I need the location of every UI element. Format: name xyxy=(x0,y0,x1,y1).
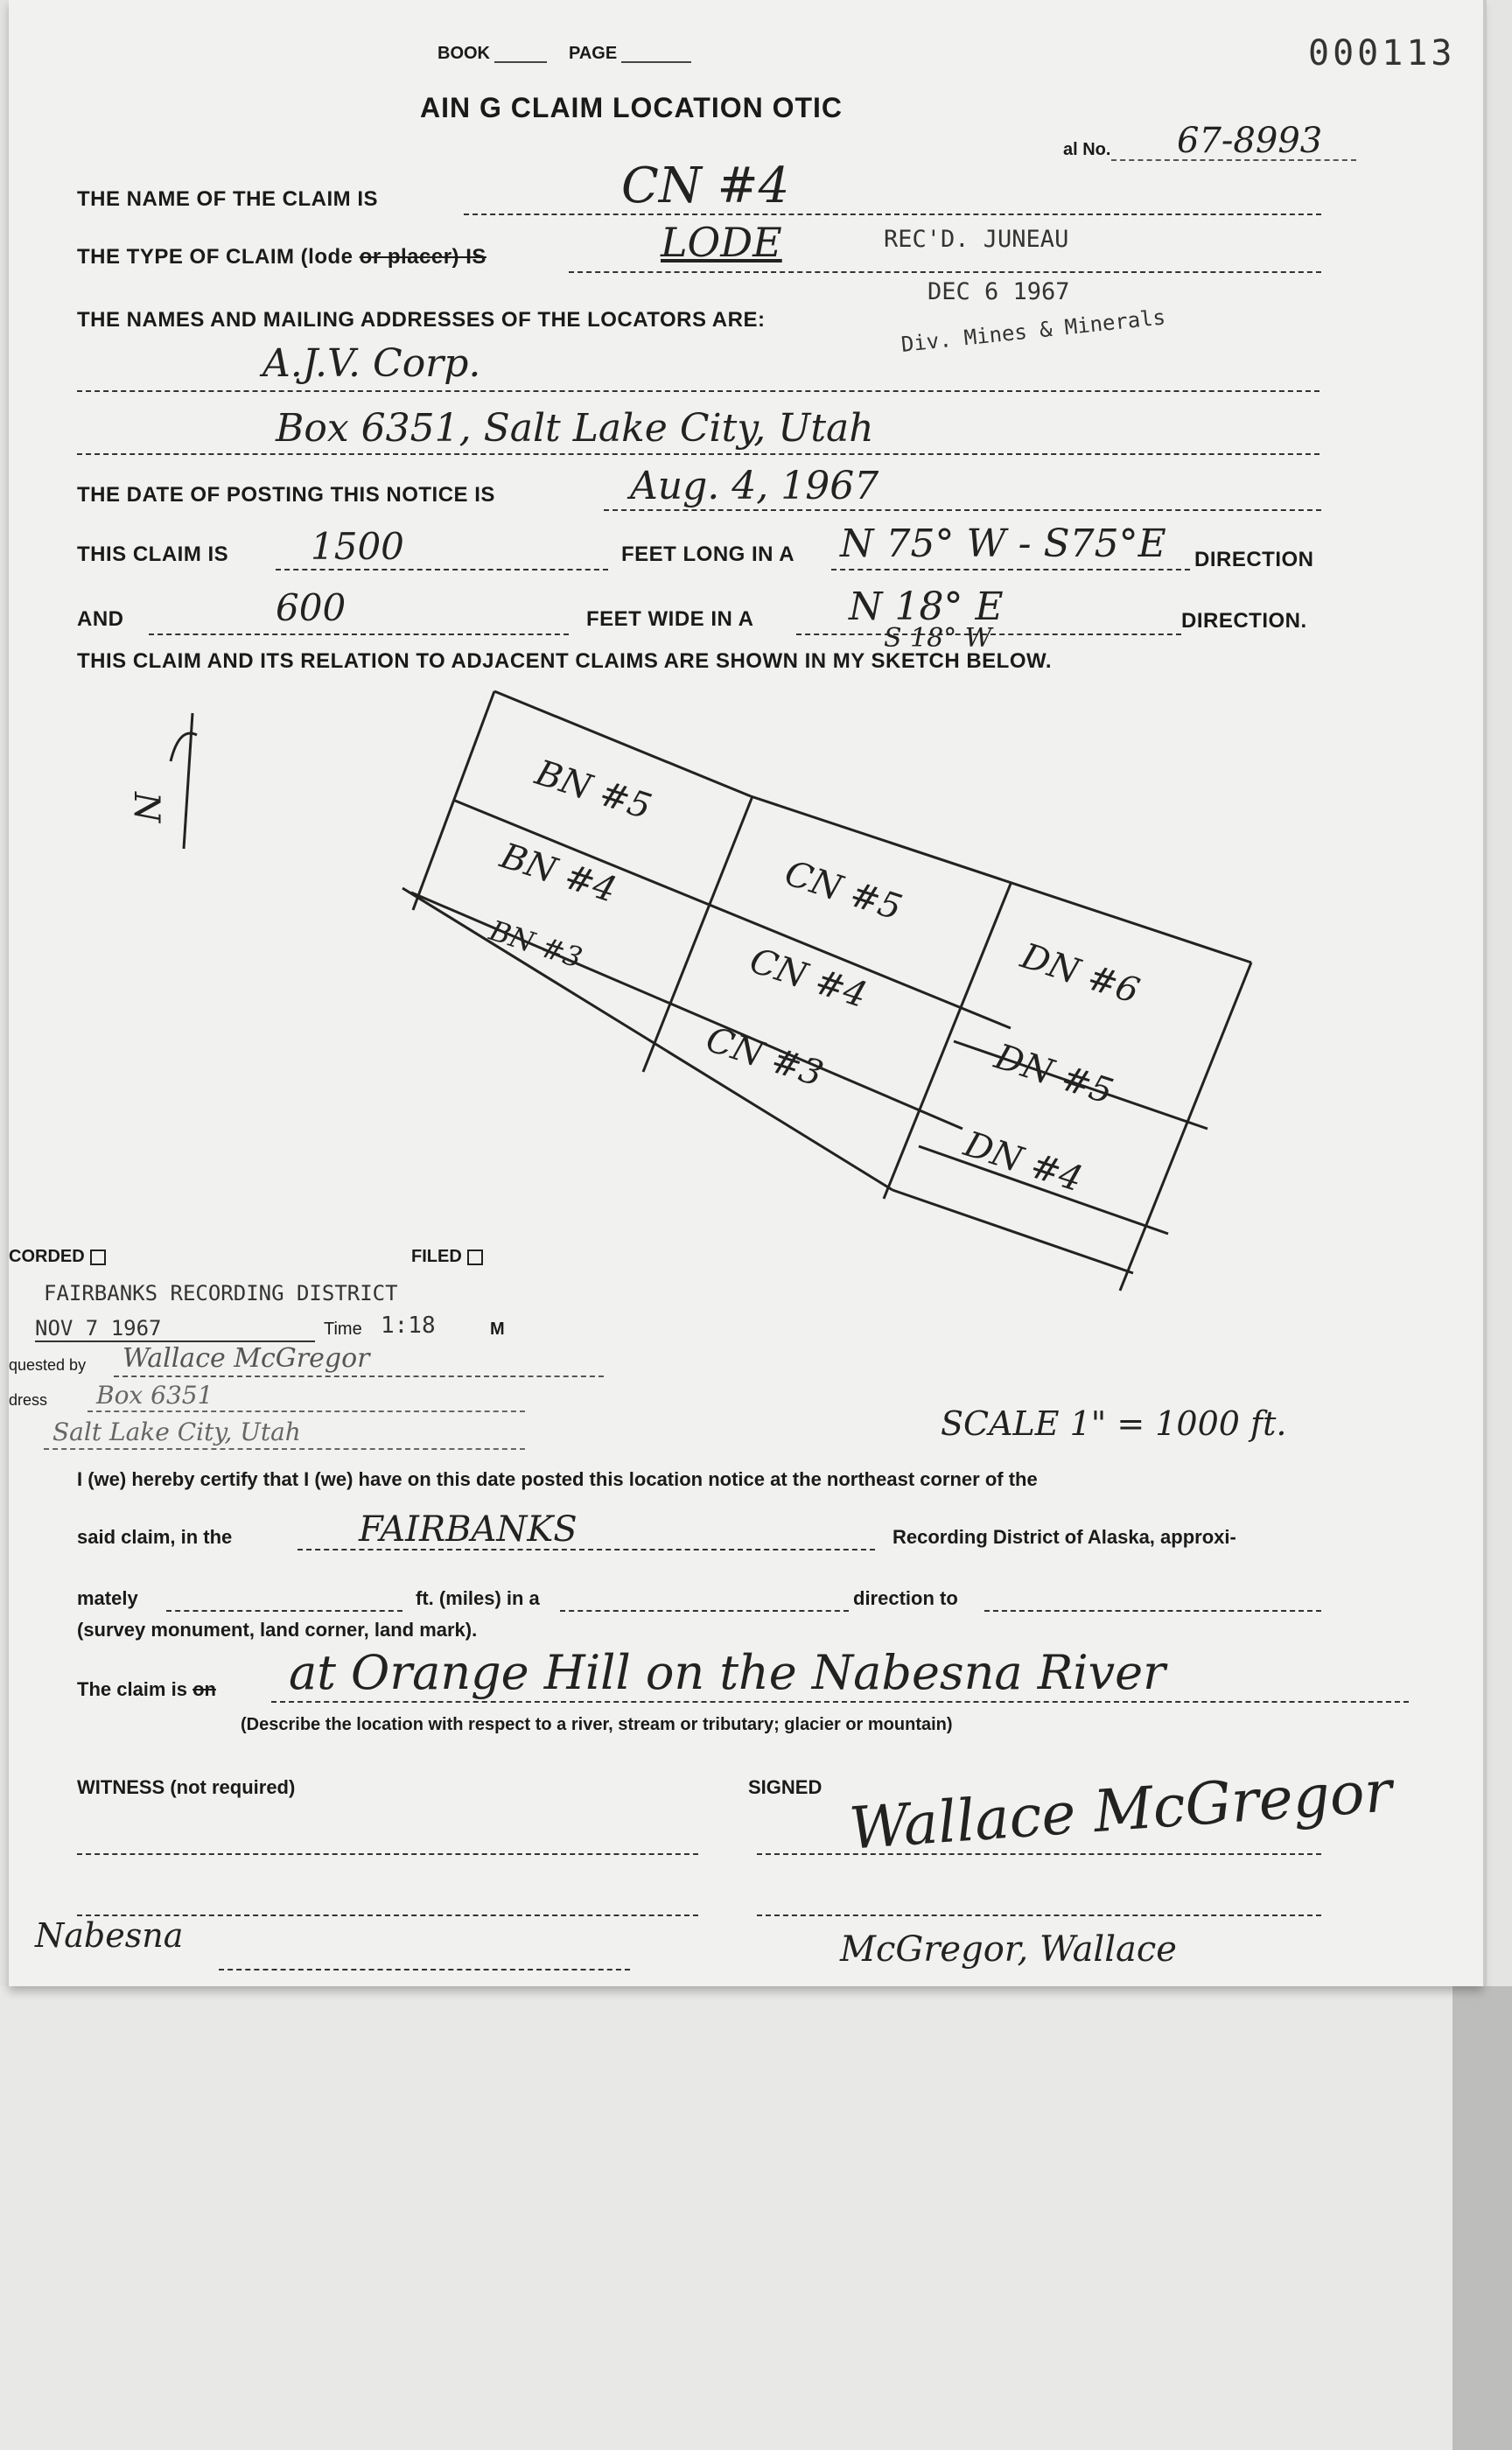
serial-number: 67-8993 xyxy=(1177,121,1323,161)
received-stamp-line3: Div. Mines & Minerals xyxy=(900,304,1167,357)
describe-note: (Describe the location with respect to a river, stream or tributary; glacier or mountain) xyxy=(241,1715,953,1734)
claim-dn5: DN #5 xyxy=(990,1036,1118,1113)
sketch-line-bottom xyxy=(892,1190,1133,1273)
claim-type-label: THE TYPE OF CLAIM (lode xyxy=(77,245,360,269)
serial-label: al No. xyxy=(1063,140,1111,159)
claim-bn3: BN #3 xyxy=(485,914,587,975)
address-line-1 xyxy=(88,1410,525,1412)
background-paper xyxy=(0,1986,1452,2450)
direction-to-line xyxy=(984,1610,1321,1612)
sketch-line-row2 xyxy=(455,801,1011,1028)
recording-district-label: Recording District of Alaska, approxi- xyxy=(892,1526,1236,1548)
sketch-scale: SCALE 1" = 1000 ft. xyxy=(941,1404,1287,1443)
claim-name-value: CN #4 xyxy=(621,158,790,214)
sketch-line-right xyxy=(1120,962,1251,1291)
requested-line xyxy=(114,1376,604,1377)
notice-title: AIN G CLAIM LOCATION OTIC xyxy=(420,92,844,123)
long-direction-value: N 75° W - S75°E xyxy=(840,522,1166,566)
claim-is-struck: on xyxy=(192,1678,216,1700)
said-claim-label: said claim, in the xyxy=(77,1526,233,1548)
witness-line-1 xyxy=(77,1853,698,1855)
page-label: PAGE xyxy=(569,44,618,63)
address-value-2: Salt Lake City, Utah xyxy=(52,1418,301,1446)
printed-name: McGregor, Wallace xyxy=(840,1929,1177,1970)
locator-name: A.J.V. Corp. xyxy=(262,341,481,386)
requested-label: quested by xyxy=(9,1356,87,1374)
direction-label-2: DIRECTION. xyxy=(1181,609,1307,633)
district-value: FAIRBANKS xyxy=(359,1509,578,1550)
claim-is-label: THIS CLAIM IS xyxy=(77,542,229,566)
witness-label: WITNESS (not required) xyxy=(77,1776,296,1798)
back-sheet-edge xyxy=(1452,1986,1512,2450)
width-value: 600 xyxy=(276,586,346,629)
received-stamp-date: DEC 6 1967 xyxy=(928,278,1070,305)
address-value-1: Box 6351 xyxy=(96,1381,214,1410)
signed-label: SIGNED xyxy=(748,1776,822,1798)
sketch-line-bnc-border xyxy=(402,888,892,1190)
claim-cn4: CN #4 xyxy=(745,940,872,1017)
filed-checkbox xyxy=(467,1250,483,1265)
and-label: AND xyxy=(77,607,124,631)
wide-direction-value: N 18° E xyxy=(849,584,1004,629)
recording-date-line xyxy=(35,1340,315,1342)
claim-name-label: THE NAME OF THE CLAIM IS xyxy=(77,187,378,211)
sketch-label: THIS CLAIM AND ITS RELATION TO ADJACENT CLAIMS ARE SHOWN IN MY SKETCH BELOW. xyxy=(77,649,1053,673)
recorded-checkbox xyxy=(90,1250,106,1265)
claim-notice-page xyxy=(9,0,1483,1986)
claim-dn4: DN #4 xyxy=(959,1124,1088,1200)
direction-to-label: direction to xyxy=(853,1587,958,1609)
mately-label: mately xyxy=(77,1587,138,1609)
signature: Wallace McGregor xyxy=(847,1757,1395,1863)
recording-date: NOV 7 1967 xyxy=(35,1316,162,1340)
claim-type-struck: or placer) IS xyxy=(359,245,486,269)
margin-note-line xyxy=(219,1969,630,1970)
feet-long-label: FEET LONG IN A xyxy=(621,542,795,566)
claim-location-line xyxy=(271,1701,1409,1703)
direction-value-line xyxy=(560,1610,849,1612)
claim-dn6: DN #6 xyxy=(1016,935,1144,1012)
direction-label: DIRECTION xyxy=(1194,548,1314,571)
posting-date-label: THE DATE OF POSTING THIS NOTICE IS xyxy=(77,483,495,507)
ft-miles-label: ft. (miles) in a xyxy=(416,1587,540,1609)
address-label: dress xyxy=(9,1391,48,1409)
claim-cn3: CN #3 xyxy=(701,1018,829,1096)
received-stamp-line1: REC'D. JUNEAU xyxy=(884,226,1069,253)
locator-address: Box 6351, Salt Lake City, Utah xyxy=(276,406,874,451)
recorded-label: CORDED xyxy=(9,1247,85,1266)
claim-type-value: LODE xyxy=(661,219,782,266)
distance-line xyxy=(166,1610,402,1612)
time-label: Time xyxy=(324,1320,362,1339)
sketch-line-left xyxy=(413,691,494,910)
claim-location-value: at Orange Hill on the Nabesna River xyxy=(289,1645,1166,1700)
posting-date-value: Aug. 4, 1967 xyxy=(630,464,879,508)
claim-cn5: CN #5 xyxy=(780,852,907,929)
monument-note: (survey monument, land corner, land mark). xyxy=(77,1619,478,1641)
signature-line-1 xyxy=(757,1853,1321,1855)
recording-district: FAIRBANKS RECORDING DISTRICT xyxy=(44,1281,398,1306)
claim-bn4: BN #4 xyxy=(495,836,621,911)
north-arrow-head xyxy=(171,733,197,761)
claim-sketch xyxy=(9,0,1483,1400)
wide-direction-value-2: S 18° W xyxy=(884,623,992,654)
time-value: 1:18 xyxy=(381,1312,436,1339)
document-number: 000113 xyxy=(1308,33,1456,74)
certification-text: I (we) hereby certify that I (we) have on this date posted this location notice at the northeast corner of the xyxy=(77,1468,1038,1490)
feet-wide-label: FEET WIDE IN A xyxy=(586,607,754,631)
claim-is-location-label: The claim is xyxy=(77,1678,193,1700)
time-suffix: M xyxy=(490,1320,505,1339)
claim-bn5: BN #5 xyxy=(530,752,656,828)
north-label: N xyxy=(126,792,166,822)
locators-label: THE NAMES AND MAILING ADDRESSES OF THE LOCATORS ARE: xyxy=(77,308,766,332)
margin-note: Nabesna xyxy=(35,1916,184,1955)
length-value: 1500 xyxy=(311,525,404,568)
signature-line-2 xyxy=(757,1914,1321,1916)
address-line-2 xyxy=(44,1448,525,1450)
filed-label: FILED xyxy=(411,1247,462,1266)
book-label: BOOK xyxy=(438,44,490,63)
requested-value: Wallace McGregor xyxy=(122,1343,370,1374)
